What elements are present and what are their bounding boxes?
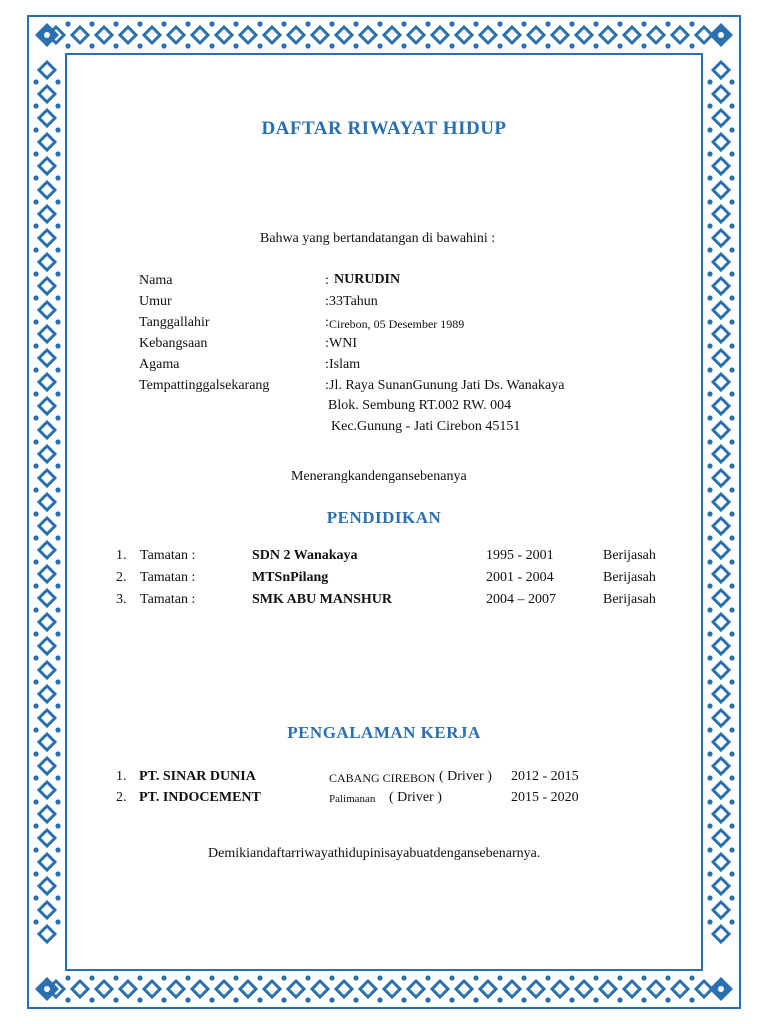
work-role: ( Driver ) [439,769,492,784]
closing-text: Demikiandaftarriwayathidupinisayabuatdengansebenarnya. [208,846,541,861]
address-line-2: Blok. Sembung RT.002 RW. 004 [328,398,512,413]
education-heading: PENDIDIKAN [326,508,442,527]
value-umur: 33Tahun [329,294,378,309]
label-kebangsaan: Kebangsaan [139,336,208,351]
label-nama: Nama [139,273,173,288]
value-agama: Islam [329,357,361,372]
education-note: Berijasah [603,592,656,607]
value-nama: NURUDIN [334,272,401,287]
education-number: 2. [116,570,127,585]
label-tanggal-lahir: Tanggallahir [139,315,210,330]
sep-kebangsaan: : [325,336,329,351]
label-umur: Umur [139,294,172,309]
work-role: ( Driver ) [389,790,442,805]
education-label: Tamatan : [140,570,196,585]
education-number: 3. [116,592,127,607]
work-heading: PENGALAMAN KERJA [287,723,481,742]
intro-text: Bahwa yang bertandatangan di bawahini : [260,231,496,246]
work-place: Palimanan [329,793,376,805]
label-tempat-tinggal: Tempattinggalsekarang [139,378,270,393]
work-company: PT. INDOCEMENT [139,790,261,805]
education-school: MTSnPilang [252,570,329,585]
education-school: SDN 2 Wanakaya [252,548,358,563]
work-years: 2015 - 2020 [511,790,579,805]
education-note: Berijasah [603,570,656,585]
sep-nama: : [325,273,329,288]
sep-umur: : [325,294,329,309]
label-agama: Agama [139,357,180,372]
education-label: Tamatan : [140,592,196,607]
sep-tanggal-lahir: : [325,315,329,330]
education-years: 2004 – 2007 [486,592,556,607]
document-title: DAFTAR RIWAYAT HIDUP [261,118,507,139]
address-line-3: Kec.Gunung - Jati Cirebon 45151 [331,419,521,434]
sep-tempat-tinggal: : [325,378,329,393]
work-company: PT. SINAR DUNIA [139,769,256,784]
education-school: SMK ABU MANSHUR [252,592,393,607]
education-label: Tamatan : [140,548,196,563]
work-place: CABANG CIREBON [329,771,436,785]
education-years: 2001 - 2004 [486,570,554,585]
value-kebangsaan: WNI [329,336,357,351]
education-note: Berijasah [603,548,656,563]
work-number: 1. [116,769,127,784]
education-years: 1995 - 2001 [486,548,554,563]
value-tempat-tinggal: Jl. Raya SunanGunung Jati Ds. Wanakaya [329,378,565,393]
education-number: 1. [116,548,127,563]
statement-text: Menerangkandengansebenanya [291,469,467,484]
work-years: 2012 - 2015 [511,769,579,784]
value-tanggal-lahir: Cirebon, 05 Desember 1989 [329,317,465,331]
sep-agama: : [325,357,329,372]
work-number: 2. [116,790,127,805]
